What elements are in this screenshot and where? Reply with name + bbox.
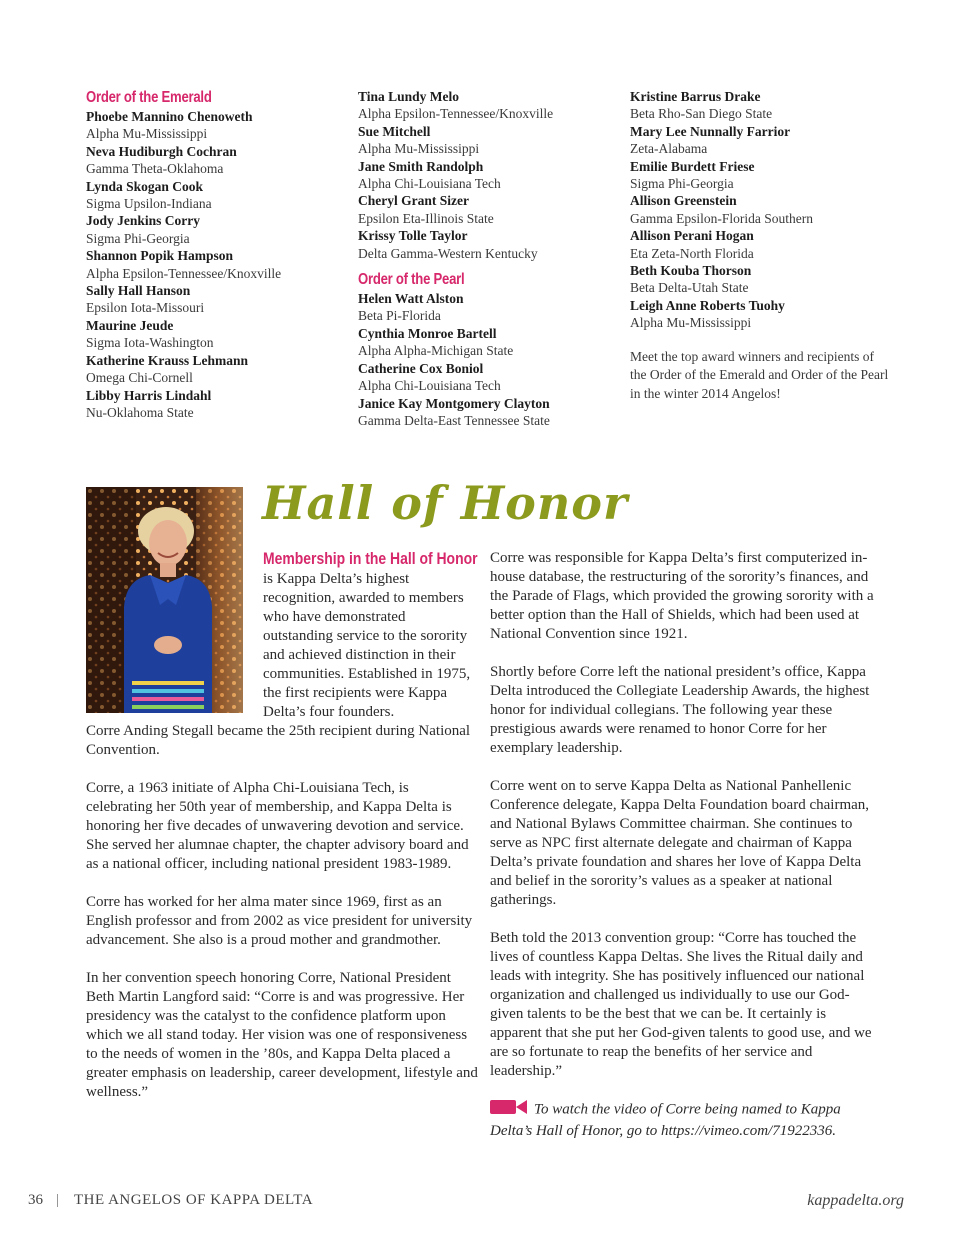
member-entry <box>630 123 890 158</box>
member-entry <box>86 387 336 422</box>
member-name: Allison Greenstein <box>630 193 737 209</box>
member-entry <box>358 290 608 325</box>
member-list <box>630 88 890 332</box>
member-entry <box>358 88 608 123</box>
article-paragraph: Beth told the 2013 convention group: “Corre has touched the lives of countless Kappa Deltas. She lives the Ritual daily and leads with integrity. She has positively influenced our national organization and challenged us individually to use our God-given talents to be the best that we can be. It certainly is apparent that she put her God-given talents to good use, and we are so fortunate to reap the benefits of her service and leadership.” <box>490 930 872 1079</box>
member-entry <box>358 227 608 262</box>
member-entry <box>86 247 336 282</box>
member-name: Allison Perani Hogan <box>630 228 754 244</box>
member-name: Helen Watt Alston <box>358 291 464 307</box>
article-left-column <box>86 779 478 1121</box>
member-name: Tina Lundy Melo <box>358 89 460 104</box>
member-chapter: Gamma Theta-Oklahoma <box>86 161 224 177</box>
member-chapter: Alpha Epsilon-Tennessee/Knoxville <box>86 265 282 281</box>
video-note-text[interactable]: To watch the video of Corre being named to Kappa Delta’s Hall of Honor, go to https://vimeo.com/71922336. <box>490 1101 841 1139</box>
emerald-column-1 <box>86 88 336 421</box>
member-entry <box>86 108 336 143</box>
article-paragraph: Corre has worked for her alma mater since 1969, first as an English professor and from 2002 as vice president for university advancement. She also is a proud mother and grandmother. <box>86 894 473 948</box>
page-number: 36 <box>28 1192 43 1208</box>
order-emerald-heading: Order of the Emerald <box>86 89 212 106</box>
member-name: Maurine Jeude <box>86 317 174 333</box>
member-entry <box>630 192 890 227</box>
member-entry <box>630 227 890 262</box>
portrait-illustration <box>86 487 243 713</box>
page-footer <box>28 1192 904 1212</box>
member-entry <box>358 192 608 227</box>
member-chapter: Epsilon Eta-Illinois State <box>358 210 494 226</box>
article-paragraph: Shortly before Corre left the national president’s office, Kappa Delta introduced the Collegiate Leadership Awards, the highest honor for individual collegians. The following year these prestigious awards were renamed to honor Corre for her exemplary leadership. <box>490 664 870 756</box>
member-chapter: Beta Rho-San Diego State <box>630 106 773 122</box>
winter-angelos-note: Meet the top award winners and recipients of the Order of the Emerald and Order of the Pearl in the winter 2014 Angelos! <box>630 348 889 401</box>
member-name: Beth Kouba Thorson <box>630 263 752 279</box>
member-chapter: Nu-Oklahoma State <box>86 404 194 420</box>
member-chapter: Omega Chi-Cornell <box>86 370 193 386</box>
member-chapter: Delta Gamma-Western Kentucky <box>358 245 538 261</box>
member-list <box>358 290 608 429</box>
member-name: Sally Hall Hanson <box>86 283 191 299</box>
article-paragraph: In her convention speech honoring Corre, National President Beth Martin Langford said: “Corre is and was progressive. Her presidency was the catalyst to the confidence platform upon which we all stand today. Her vision was one of responsiveness to the needs of women in the ’80s, and Kappa Delta placed a greater emphasis on leadership, career development, lifestyle and wellness.” <box>86 970 478 1100</box>
member-entry <box>630 262 890 297</box>
member-name: Leigh Anne Roberts Tuohy <box>630 297 785 313</box>
member-entry <box>358 158 608 193</box>
member-chapter: Alpha Alpha-Michigan State <box>358 343 514 359</box>
member-chapter: Gamma Epsilon-Florida Southern <box>630 210 813 226</box>
member-entry <box>86 282 336 317</box>
footer-separator: | <box>56 1192 60 1208</box>
member-chapter: Epsilon Iota-Missouri <box>86 300 205 316</box>
member-list <box>358 88 608 262</box>
article-paragraph: Corre, a 1963 initiate of Alpha Chi-Louisiana Tech, is celebrating her 50th year of membership, and Kappa Delta is honoring her five decades of unwavering devotion and service. She served her alumnae chapter, the chapter advisory board and as a national officer, including national president 1983-1989. <box>86 780 469 872</box>
member-chapter: Sigma Phi-Georgia <box>630 176 734 192</box>
corre-stegall-photo <box>86 487 243 713</box>
member-chapter: Alpha Mu-Mississippi <box>86 126 208 142</box>
member-chapter: Alpha Chi-Louisiana Tech <box>358 378 501 394</box>
member-name: Jody Jenkins Corry <box>86 213 201 229</box>
member-name: Katherine Krauss Lehmann <box>86 352 249 368</box>
member-entry <box>86 352 336 387</box>
publication-name: THE ANGELOS OF KAPPA DELTA <box>74 1192 314 1208</box>
website-link[interactable]: kappadelta.org <box>807 1192 904 1209</box>
member-name: Cheryl Grant Sizer <box>358 193 469 209</box>
member-chapter: Sigma Upsilon-Indiana <box>86 196 212 212</box>
member-name: Libby Harris Lindahl <box>86 387 212 403</box>
member-name: Cynthia Monroe Bartell <box>358 325 497 341</box>
member-chapter: Alpha Mu-Mississippi <box>358 141 480 157</box>
article-paragraph: Corre went on to serve Kappa Delta as National Panhellenic Conference delegate, Kappa Delta Foundation board chairman, and National Bylaws Committee chairman. She continues to serve as NPC first alternate delegate and chairman of Kappa Delta’s private foundation and shares her love of Kappa Delta and belief in the sorority’s values as a speaker at national gatherings. <box>490 778 870 908</box>
video-note <box>490 1098 880 1141</box>
member-name: Janice Kay Montgomery Clayton <box>358 395 550 411</box>
member-entry <box>86 143 336 178</box>
lead-wrap-paragraph: Corre Anding Stegall became the 25th recipient during National Convention. <box>86 723 471 758</box>
member-name: Krissy Tolle Taylor <box>358 228 468 244</box>
member-list <box>86 108 336 421</box>
hall-of-honor-title: Hall of Honor <box>262 476 629 530</box>
member-entry <box>630 88 890 123</box>
lead-paragraph: is Kappa Delta’s highest recognition, awarded to members who have demonstrated outstanding service to the sorority and achieved distinction in their communities. Established in 1975, the first recipients were Kappa Delta’s four founders. <box>263 571 471 720</box>
article-paragraph: Corre was responsible for Kappa Delta’s first computerized in-house database, the restructuring of the sorority’s finances, and the Parade of Flags, which provided the growing sorority with a better option than the Hall of Shields, which had been used at National Convention since 1921. <box>490 550 874 642</box>
member-entry <box>86 317 336 352</box>
member-chapter: Sigma Phi-Georgia <box>86 230 190 246</box>
member-name: Shannon Popik Hampson <box>86 248 234 264</box>
member-chapter: Gamma Delta-East Tennessee State <box>358 412 550 428</box>
member-name: Neva Hudiburgh Cochran <box>86 143 237 159</box>
membership-heading: Membership in the Hall of Honor <box>263 549 478 568</box>
member-chapter: Alpha Epsilon-Tennessee/Knoxville <box>358 106 554 122</box>
member-chapter: Sigma Iota-Washington <box>86 335 214 351</box>
member-name: Emilie Burdett Friese <box>630 158 755 174</box>
order-pearl-heading: Order of the Pearl <box>358 271 465 289</box>
member-chapter: Alpha Mu-Mississippi <box>630 315 752 331</box>
member-chapter: Eta Zeta-North Florida <box>630 245 754 261</box>
member-entry <box>86 178 336 213</box>
pearl-column-3 <box>630 88 890 403</box>
member-name: Lynda Skogan Cook <box>86 178 204 194</box>
member-entry <box>358 325 608 360</box>
member-chapter: Alpha Chi-Louisiana Tech <box>358 176 501 192</box>
member-entry <box>358 360 608 395</box>
article-right-column <box>490 549 880 1100</box>
member-chapter: Beta Pi-Florida <box>358 308 441 324</box>
member-name: Jane Smith Randolph <box>358 158 484 174</box>
member-chapter: Zeta-Alabama <box>630 141 708 157</box>
video-camera-icon <box>490 1098 528 1122</box>
emerald-pearl-column-2 <box>358 88 608 429</box>
member-name: Catherine Cox Boniol <box>358 360 484 376</box>
member-name: Mary Lee Nunnally Farrior <box>630 123 791 139</box>
member-name: Sue Mitchell <box>358 123 431 139</box>
member-entry <box>630 297 890 332</box>
member-entry <box>86 212 336 247</box>
member-chapter: Beta Delta-Utah State <box>630 280 749 296</box>
member-name: Phoebe Mannino Chenoweth <box>86 109 253 124</box>
member-entry <box>358 123 608 158</box>
member-entry <box>358 395 608 430</box>
member-name: Kristine Barrus Drake <box>630 89 761 104</box>
member-entry <box>630 158 890 193</box>
